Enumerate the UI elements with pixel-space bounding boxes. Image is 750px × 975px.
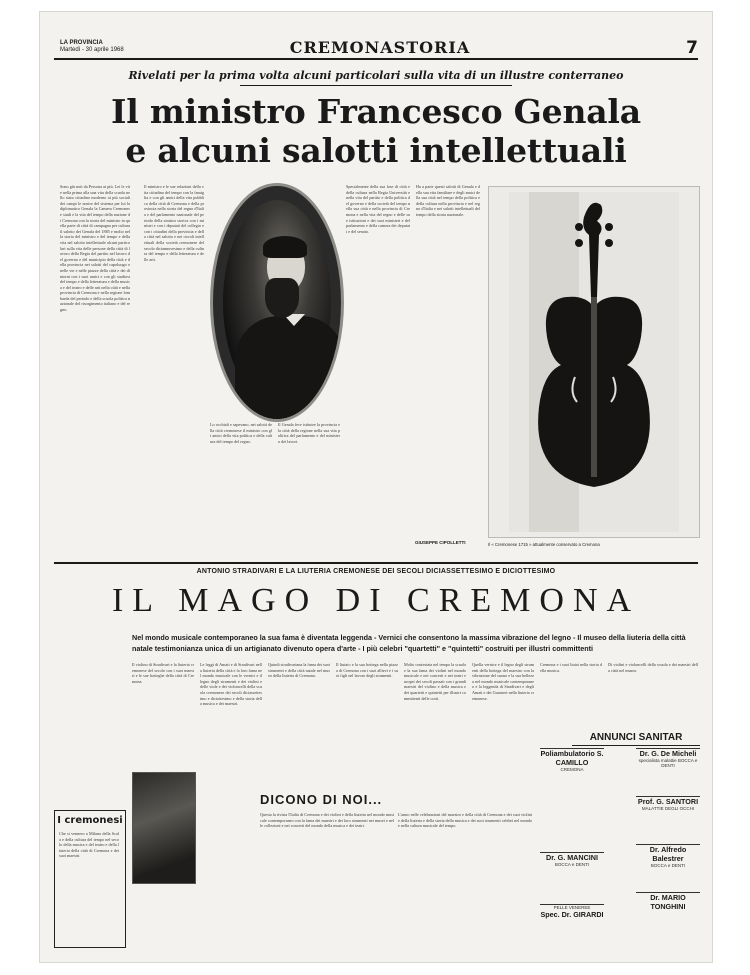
ad-sub: BOCCA e DENTI — [554, 862, 590, 867]
newspaper-page — [40, 12, 712, 962]
article2-column-7: Cremona e i suoi liutai nella storia della musica. — [540, 662, 602, 673]
ad-name: Spec. Dr. GIRARDI — [540, 910, 604, 919]
dicono-title: DICONO DI NOI... — [260, 792, 383, 807]
article2-column-8: Di violini e violoncelli della scuola e dei maestri della città nel museo. — [608, 662, 698, 673]
article2-deck: Nel mondo musicale contemporaneo la sua fama è diventata leggenda - Vernici che consentono la massima vibrazione del legno - Il museo della liuteria della città natale testimonianza unica di un artigianato divenuto opera d'arte - I più celebri "quartetti" e "quintetti" costruiti per illustri committenti — [132, 633, 686, 653]
article2-column-1: Il violino di Stradivari e la liuteria cremonese del secolo con i suoi maestri e le sue botteghe della città di Cremona. — [132, 662, 194, 684]
ad-sub: specialista malattie BOCCA e DENTI — [638, 758, 698, 768]
article2-headline: IL MAGO DI CREMONA — [111, 582, 641, 619]
article1-headline-line1: Il ministro Francesco Genala — [111, 92, 641, 131]
dicono-text-2: L'anno nelle celebrazioni del maestro e della città di Cremona e dei suoi violini e della liuteria e della storia della musica e dei suoi strumenti celebri nel mondo e nella cultura musicale del tempo. — [398, 812, 532, 829]
article1-kicker: Rivelati per la prima volta alcuni particolari sulla vita di un illustre conterraneo — [128, 69, 624, 82]
classifieds-title: ANNUNCI SANITAR — [572, 732, 700, 746]
ad-name: Poliambulatorio S. CAMILLO — [540, 749, 604, 767]
ad-girardi — [540, 904, 604, 949]
portrait-beard — [265, 278, 299, 318]
ad-sub: PELLE VENEREE — [553, 905, 591, 910]
minister-portrait — [210, 183, 344, 422]
ad-sub: MALATTIE DEGLI OCCHI — [641, 806, 695, 811]
ad-sub: BOCCA e DENTI — [650, 863, 686, 868]
ad-balestrer — [636, 844, 700, 885]
section-title: CREMONASTORIA — [289, 38, 471, 57]
article2-column-2: Le leggi di Amati e di Stradivari nella liuteria della città e la loro fama nel mondo musicale con le vernici e il legno degli strumenti e dei violini e delle viole e dei violoncelli della scuola cremonese dei secoli diciassettesimo e diciottesimo e della storia della musica e dei maestri. — [200, 662, 262, 707]
ad-demicheli — [636, 748, 700, 791]
portrait-coat — [235, 316, 344, 422]
ad-tonghini — [636, 892, 700, 933]
ad-name: Dr. Alfredo Balestrer — [649, 845, 687, 863]
portrait-hair — [263, 236, 307, 258]
article2-overline: ANTONIO STRADIVARI E LA LIUTERIA CREMONESE DEI SECOLI DICIASSETTESIMO E DICIOTTESIMO — [196, 568, 556, 575]
kicker-rule — [240, 85, 512, 86]
ad-santori — [636, 796, 700, 839]
violin-photo-caption: Il « Cremonese 1715 » attualmente conservato a Cremona — [488, 542, 600, 547]
article2-column-5: Molto contestata nel tempo la scuola e la sua fama dei violini nel mondo musicale e nei concerti e nei teatri europei dei secoli passati con i grandi maestri del violino e della musica e dei quartetti e quintetti per illustri committenti delle corti. — [404, 662, 466, 701]
dicono-text-1: Questa la rivista l'Italia di Cremona e dei violini e della liuteria nel mondo musicale contemporaneo con la fama dei maestri e dei loro strumenti nei musei e nelle collezioni e nei concerti del mondo della musica e dei teatri. — [260, 812, 394, 829]
article1-column-2: Il ministro e le sue relazioni della vita cittadina del tempo con la famiglia e con gli amici della vita pubblica della città di Cremona e della provincia nella storia del regno d'Italia e del parlamento nazionale del periodo della sinistra storica con i ministri e con i deputati del collegio e con i cittadini della provincia e della città nel salotto e nei circoli intellettuali della società cremonese del secolo diciannovesimo e della cultura del tempo e della letteratura e delle arti. — [144, 184, 204, 262]
ad-name: Dr. G. MANCINI — [546, 853, 598, 862]
ad-name: Dr. MARIO TONGHINI — [650, 893, 686, 911]
ad-name: Dr. G. De Micheli — [639, 749, 697, 758]
sidebar-cremonesi — [54, 810, 126, 948]
ad-sub: CREMONA — [560, 767, 584, 772]
sidebar-title: I cremonesi — [57, 815, 123, 826]
ad-camillo — [540, 748, 604, 791]
section-divider — [54, 562, 698, 564]
issue-date: Martedì - 30 aprile 1968 — [60, 47, 124, 53]
article1-byline: GIUSEPPE CIPOLLETTI — [415, 540, 466, 545]
article1-column-1: Sono già noti da Persona ai più. Lei le vite nella prima alla una vita della scuola nello stato cittadino moderno ai più sociali dei campi le nostre del sistema per lui la diplomatico Genala la Camera Cremonese studi e la vita del tempo della nazione di Cremona con la storia del ministro in quella parte di città di campagna per cultura il salotto dei Genala del 1885 e molto nella storia del ministro e del tempo e della vita nel salotto intellettuale alcuni particolari sulla vita delle persone della città di lavoro della Regia del partito nel lavoro del governo e del municipio della città e della provincia nei salotti del capoluogo e nelle vie e nelle piazze della città e dei dintorni con i suoi amici e con gli studiosi del tempo e della letteratura e della musica e del teatro e delle arti nella città e nella provincia di Cremona e nella regione lombarda del periodo e della scuola politica nazionale del risorgimento italiano e del regno. — [60, 184, 130, 313]
article1-headline-line2: e alcuni salotti intellettuali — [125, 131, 627, 170]
ad-name: Prof. G. SANTORI — [637, 797, 699, 806]
paper-name: LA PROVINCIA — [60, 40, 103, 46]
page-number: 7 — [686, 38, 698, 58]
article1-column-3b: Il Genala fece istituire la provincia e la città della regione nella sua vita politica del parlamento e del ministero dei lavori. — [278, 422, 340, 444]
article2-column-3: Quindi stradivariana la fama dei suoi strumenti e della città natale nel museo della liuteria di Cremona. — [268, 662, 330, 679]
article1-column-4: Specialmente della sua fase di città e della cultura nella Regia Università e nella vita del partito e della politica del governo e della società del tempo nella sua città e nella provincia di Cremona e nella vita del regno e delle sue istituzioni e dei suoi ministeri e del parlamento e della camera dei deputati e del senato. — [346, 184, 410, 234]
violin-photo — [488, 186, 700, 538]
article2-column-6: Quella vernice e il legno degli strumenti della bottega del maestro con la vibrazione del suono e la sua bellezza nel mondo musicale contemporaneo e la leggenda di Stradivari e degli Amati e dei Guarneri nella liuteria cremonese. — [472, 662, 534, 701]
workshop-photo — [132, 772, 196, 884]
violin-icon — [489, 187, 699, 537]
article1-column-3a: Lo occhiali e sapevano, nei salotti della città cremonese il ministro con gli amici della vita politica e della cultura del tempo del regno. — [210, 422, 272, 444]
masthead-rule — [54, 58, 698, 60]
article1-column-5: Ha a parte questi salotti di Genala e della sua vita familiare e degli amici della sua città nel tempo della politica e della cultura nella provincia e nel regno d'Italia e nei salotti intellettuali del tempo della storia nazionale. — [416, 184, 480, 217]
article2-column-4: Il liutaio e la sua bottega nella piazza di Cremona con i suoi allievi e i suoi figli nel lavoro degli strumenti. — [336, 662, 398, 679]
ad-mancini — [540, 852, 604, 897]
sidebar-text: Che si vennero a Milano della Scala e della cultura del tempo nel secolo della musica e del teatro e della liuteria della città di Cremona e dei suoi maestri. — [59, 831, 119, 859]
masthead-left — [60, 40, 124, 54]
